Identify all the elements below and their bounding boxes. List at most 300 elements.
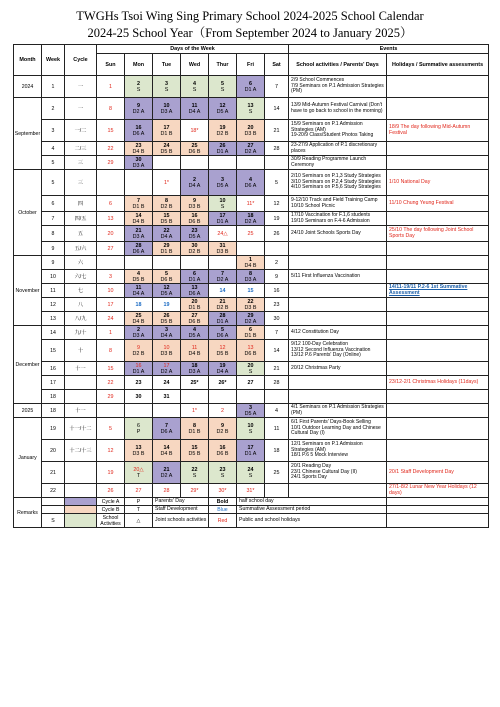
activities-cell: 4/12 Constitution Day	[289, 326, 387, 340]
holidays-cell	[387, 404, 489, 418]
cycle-day-code: D2 B	[132, 350, 145, 357]
wed-cell	[181, 212, 209, 226]
saturday-cell: 4	[265, 404, 289, 418]
sunday-cell: 20	[97, 226, 125, 242]
sunday-cell: 1	[97, 326, 125, 340]
thu-cell	[209, 484, 237, 498]
date-number: 31	[163, 393, 170, 400]
cycle-day-code: S	[248, 108, 253, 115]
sunday-cell: 5	[97, 418, 125, 440]
wed-cell	[181, 376, 209, 390]
days-header: Days of the Week	[97, 45, 289, 54]
date-number: 20	[191, 298, 198, 305]
cycle-day-code: D2 A	[244, 148, 257, 155]
date-number: 12	[219, 102, 226, 109]
week-row	[14, 404, 489, 418]
cycle-day-code: S	[164, 86, 169, 93]
date-number: 11*	[246, 200, 255, 207]
cycle-b-swatch	[65, 506, 97, 514]
cycle-day-code: D3 A	[132, 332, 145, 339]
wed-cell	[181, 98, 209, 120]
sunday-cell: 19	[97, 462, 125, 484]
date-number: 9	[137, 102, 140, 109]
week-row	[14, 256, 489, 270]
thu-cell	[209, 98, 237, 120]
week-number: 8	[42, 226, 65, 242]
thu-cell	[209, 212, 237, 226]
week-row	[14, 76, 489, 98]
mon-cell	[125, 242, 153, 256]
date-number: 18	[191, 362, 198, 369]
cycle-day-code: S	[192, 472, 197, 479]
cycle-day-code: D5 A	[216, 182, 229, 189]
date-number: 25	[135, 312, 142, 319]
tue-cell	[153, 196, 181, 212]
saturday-cell: 14	[265, 98, 289, 120]
week-row	[14, 340, 489, 362]
saturday-cell	[265, 484, 289, 498]
cycle-day-code: P	[136, 428, 141, 435]
saturday-cell: 14	[265, 340, 289, 362]
date-number: 20△	[133, 466, 144, 473]
cycle-day-code: D6 A	[216, 332, 229, 339]
thu-cell	[209, 196, 237, 212]
date-number: 5	[221, 326, 224, 333]
cycle-day-code: D1 B	[188, 428, 201, 435]
wed-cell	[181, 484, 209, 498]
tue-cell	[153, 226, 181, 242]
date-number: 24	[163, 142, 170, 149]
activities-cell	[289, 390, 387, 404]
cycle-day-code: D6 B	[216, 450, 229, 457]
activities-cell: 9/12 100-Day Celebration 13/12 Second Influenza Vaccination 13/12 P.6 Parents' Day (Online)	[289, 340, 387, 362]
cycle-cell: 十一	[65, 404, 97, 418]
thu-cell	[209, 312, 237, 326]
date-number: 6	[137, 422, 140, 429]
sunday-cell: 13	[97, 212, 125, 226]
thu-cell	[209, 156, 237, 170]
cycle-day-code: D3 A	[244, 276, 257, 283]
saturday-cell: 28	[265, 376, 289, 390]
cycle-day-code: D6 B	[188, 148, 201, 155]
mon-cell	[125, 76, 153, 98]
cycle-day-code: D2 B	[216, 428, 229, 435]
thu-cell	[209, 340, 237, 362]
mon-cell	[125, 298, 153, 312]
cycle-day-code: D1 B	[244, 332, 257, 339]
sunday-cell: 1	[97, 76, 125, 98]
date-number: 18*	[190, 127, 199, 134]
month-cell: December	[14, 326, 42, 404]
week-number: 2	[42, 98, 65, 120]
date-number: 24△	[217, 230, 228, 237]
date-number: 26	[219, 142, 226, 149]
cycle-cell	[65, 390, 97, 404]
wed-cell	[181, 270, 209, 284]
tue-cell	[153, 362, 181, 376]
cycle-day-code: D3 B	[216, 248, 229, 255]
thu-cell	[209, 440, 237, 462]
cycle-day-code: D2 A	[244, 318, 257, 325]
week-number: 17	[42, 376, 65, 390]
tue-header: Tue	[153, 54, 181, 76]
month-header: Month	[14, 45, 42, 76]
wed-cell	[181, 142, 209, 156]
date-number: 8	[165, 197, 168, 204]
cycle-day-code: D6 B	[188, 218, 201, 225]
mon-cell	[125, 98, 153, 120]
cycle-day-code: S	[136, 86, 141, 93]
holidays-cell	[387, 256, 489, 270]
fri-cell	[237, 362, 265, 376]
date-number: 9	[221, 422, 224, 429]
sat-header: Sat	[265, 54, 289, 76]
holidays-cell	[387, 142, 489, 156]
thu-header: Thur	[209, 54, 237, 76]
cycle-day-code: D2 B	[216, 130, 229, 137]
fri-cell	[237, 76, 265, 98]
tue-cell	[153, 142, 181, 156]
week-number: 7	[42, 212, 65, 226]
cycle-day-code: D4 B	[244, 262, 257, 269]
cycle-day-code: D4 A	[132, 290, 145, 297]
week-number: 22	[42, 484, 65, 498]
cycle-day-code: D3 A	[132, 162, 145, 169]
date-number: 10	[219, 197, 226, 204]
fri-cell	[237, 120, 265, 142]
date-number: 1*	[191, 407, 198, 414]
date-number: 3	[165, 80, 168, 87]
saturday-cell: 25	[265, 462, 289, 484]
cycle-day-code: D6 B	[244, 350, 257, 357]
cycle-day-code: D3 A	[132, 233, 145, 240]
legend-joint: Joint schools activities	[153, 514, 209, 528]
date-number: 25*	[190, 379, 199, 386]
tue-cell	[153, 326, 181, 340]
fri-cell	[237, 226, 265, 242]
week-number: 4	[42, 142, 65, 156]
holidays-cell	[387, 212, 489, 226]
cycle-day-code: D2 A	[160, 472, 173, 479]
month-cell: 2024	[14, 76, 42, 98]
date-number: 17	[247, 444, 254, 451]
cycle-day-code: D1 B	[160, 130, 173, 137]
tue-cell	[153, 298, 181, 312]
tue-cell	[153, 340, 181, 362]
cycle-day-code: S	[220, 203, 225, 210]
cycle-day-code: D6 A	[160, 428, 173, 435]
fri-cell	[237, 390, 265, 404]
sunday-cell	[97, 170, 125, 196]
fri-cell	[237, 376, 265, 390]
thu-cell	[209, 170, 237, 196]
cycle-day-code: S	[248, 368, 253, 375]
cycle-day-code: D4 A	[188, 108, 201, 115]
week-row	[14, 362, 489, 376]
holidays-cell	[387, 98, 489, 120]
date-number: 7	[165, 422, 168, 429]
cycle-day-code: D3 B	[160, 350, 173, 357]
tue-cell	[153, 98, 181, 120]
saturday-cell	[265, 242, 289, 256]
date-number: 9	[193, 197, 196, 204]
saturday-cell: 28	[265, 142, 289, 156]
holidays-cell	[387, 298, 489, 312]
wed-cell	[181, 390, 209, 404]
date-number: 17	[219, 212, 226, 219]
wed-cell	[181, 362, 209, 376]
date-number: 2	[193, 176, 196, 183]
date-number: 6	[249, 326, 252, 333]
cycle-a-swatch	[65, 498, 97, 506]
cycle-day-code: D2 A	[244, 218, 257, 225]
date-number: 15	[163, 212, 170, 219]
date-number: 6	[193, 270, 196, 277]
sunday-cell: 29	[97, 156, 125, 170]
month-cell: 2025	[14, 404, 42, 418]
cycle-cell: 三	[65, 156, 97, 170]
cycle-day-code: D4 B	[132, 218, 145, 225]
activities-cell: 2/9 School Commences 7/9 Seminars on P.1 Admission Strategies (PM)	[289, 76, 387, 98]
sunday-cell: 27	[97, 242, 125, 256]
calendar-subtitle: 2024-25 School Year（From September 2024 to January 2025）	[87, 26, 413, 40]
cycle-day-code: D6 B	[188, 318, 201, 325]
saturday-cell: 7	[265, 76, 289, 98]
week-row	[14, 312, 489, 326]
wed-cell	[181, 462, 209, 484]
fri-cell	[237, 340, 265, 362]
date-number: 11	[135, 284, 142, 291]
cycle-day-code: D1 B	[160, 248, 173, 255]
date-number: 29	[163, 242, 170, 249]
cycle-day-code: D5 A	[188, 233, 201, 240]
sunday-cell	[97, 256, 125, 270]
activities-cell: 2/10 Seminars on P.1,3 Study Strategies 3/10 Seminars on P.2,4 Study Strategies 4/10 Seminars on P.5,6 Study Strategies	[289, 170, 387, 196]
date-number: 27	[135, 487, 142, 494]
cycle-cell: 七	[65, 284, 97, 298]
sunday-cell: 8	[97, 98, 125, 120]
date-number: 22	[191, 466, 198, 473]
month-cell: October	[14, 170, 42, 256]
cycle-cell: 四/五	[65, 212, 97, 226]
date-number: 30*	[218, 487, 227, 494]
week-row	[14, 326, 489, 340]
tue-cell	[153, 256, 181, 270]
wed-cell	[181, 170, 209, 196]
holidays-cell	[387, 312, 489, 326]
cycle-cell: 十一/十二	[65, 418, 97, 440]
tue-cell	[153, 404, 181, 418]
holidays-cell: 18/9 The day following Mid-Autumn Festival	[387, 120, 489, 142]
mon-cell	[125, 212, 153, 226]
week-header: Week	[42, 45, 65, 76]
tue-cell	[153, 270, 181, 284]
cycle-day-code: D5 A	[244, 410, 257, 417]
sunday-cell: 10	[97, 284, 125, 298]
fri-cell	[237, 312, 265, 326]
date-number: 5	[165, 270, 168, 277]
thu-cell	[209, 120, 237, 142]
date-number: 1*	[163, 179, 170, 186]
legend-blue: Blue	[209, 506, 237, 514]
thu-cell	[209, 462, 237, 484]
date-number: 13	[191, 284, 198, 291]
date-number: 22	[163, 227, 170, 234]
cycle-day-code: D4 A	[216, 368, 229, 375]
date-number: 2	[137, 326, 140, 333]
legend-triangle: △	[125, 514, 153, 528]
activities-cell	[289, 256, 387, 270]
date-number: 11	[191, 344, 198, 351]
fri-cell	[237, 212, 265, 226]
cycle-cell: 八	[65, 298, 97, 312]
fri-cell	[237, 462, 265, 484]
activities-cell: 9-12/10 Track and Field Training Camp 10/10 School Picnic	[289, 196, 387, 212]
mon-cell	[125, 142, 153, 156]
date-number: 14	[163, 444, 170, 451]
sunday-cell: 17	[97, 298, 125, 312]
week-row	[14, 390, 489, 404]
cycle-day-code: S	[248, 428, 253, 435]
date-number: 30	[191, 242, 198, 249]
legend-p: P	[125, 498, 153, 506]
activities-cell: 17/10 Vaccination for F.1,6 students 19/10 Seminars on F.4-6 Admission	[289, 212, 387, 226]
sunday-cell: 26	[97, 484, 125, 498]
date-number: 5	[221, 80, 224, 87]
activities-cell	[289, 242, 387, 256]
date-number: 4	[249, 176, 252, 183]
fri-header: Fri	[237, 54, 265, 76]
activities-cell: 30/9 Reading Programme Launch Ceremony	[289, 156, 387, 170]
date-number: 25	[191, 142, 198, 149]
cycle-day-code: D2 B	[160, 203, 173, 210]
fri-cell	[237, 298, 265, 312]
week-row	[14, 226, 489, 242]
legend-parents-day: Parents' Day	[153, 498, 209, 506]
cycle-day-code: D6 A	[132, 248, 145, 255]
date-number: 27	[247, 142, 254, 149]
saturday-cell: 16	[265, 284, 289, 298]
activities-cell	[289, 376, 387, 390]
date-number: 21	[163, 466, 170, 473]
week-number: 21	[42, 462, 65, 484]
date-number: 19	[163, 301, 170, 308]
week-row	[14, 142, 489, 156]
activities-cell: 6/1 First Parents' Days-Book Selling 10/1 Outdoor Learning Day and Chinese Cultural Day (I)	[289, 418, 387, 440]
week-number: 9	[42, 256, 65, 270]
cycle-cell: 一/二	[65, 120, 97, 142]
week-row	[14, 440, 489, 462]
holidays-cell	[387, 270, 489, 284]
cycle-a-label: Cycle A	[97, 498, 125, 506]
week-number: 14	[42, 326, 65, 340]
fri-cell	[237, 404, 265, 418]
cycle-day-code: D3 A	[160, 108, 173, 115]
cycle-cell: 三	[65, 170, 97, 196]
mon-cell	[125, 390, 153, 404]
cycle-day-code: D1 A	[216, 318, 229, 325]
sunday-cell: 6	[97, 196, 125, 212]
holidays-cell: 14/11-19/11 P.2-6 1st Summative Assessment	[387, 284, 489, 298]
cycle-day-code: D2 B	[216, 304, 229, 311]
week-row	[14, 376, 489, 390]
cycle-day-code: D4 B	[132, 148, 145, 155]
week-number: 1	[42, 76, 65, 98]
fri-cell	[237, 440, 265, 462]
date-number: 23	[191, 227, 198, 234]
week-number: 5	[42, 156, 65, 170]
cycle-header: Cycle	[65, 45, 97, 76]
cycle-cell: 五	[65, 226, 97, 242]
date-number: 12	[219, 344, 226, 351]
fri-cell	[237, 170, 265, 196]
cycle-day-code: D1 A	[216, 218, 229, 225]
cycle-day-code: D2 A	[132, 108, 145, 115]
cycle-cell: 一	[65, 98, 97, 120]
month-cell: September	[14, 98, 42, 170]
cycle-day-code: D5 A	[188, 332, 201, 339]
cycle-b-label: Cycle B	[97, 506, 125, 514]
cycle-day-code: D4 B	[160, 450, 173, 457]
legend-red: Red	[209, 514, 237, 528]
cycle-day-code: D1 A	[244, 86, 257, 93]
date-number: 28	[219, 312, 226, 319]
activities-cell: 23-27/9 Application of P.1 discretionary places	[289, 142, 387, 156]
mon-cell	[125, 362, 153, 376]
sunday-cell: 8	[97, 340, 125, 362]
cycle-day-code: D1 A	[244, 450, 257, 457]
school-activities-swatch	[65, 514, 97, 528]
tue-cell	[153, 156, 181, 170]
mon-cell	[125, 170, 153, 196]
saturday-cell: 18	[265, 440, 289, 462]
saturday-cell: 30	[265, 312, 289, 326]
sunday-cell: 3	[97, 270, 125, 284]
date-number: 13	[135, 444, 142, 451]
date-number: 4	[137, 270, 140, 277]
saturday-cell: 23	[265, 298, 289, 312]
date-number: 16	[191, 212, 198, 219]
mon-cell	[125, 284, 153, 298]
cycle-cell	[65, 376, 97, 390]
cycle-cell: 二/三	[65, 142, 97, 156]
wed-cell	[181, 298, 209, 312]
date-number: 12	[163, 284, 170, 291]
holidays-cell: 27/1-8/2 Lunar New Year Holidays (12 days)	[387, 484, 489, 498]
wed-cell	[181, 242, 209, 256]
mon-cell	[125, 376, 153, 390]
activities-cell: 20/12 Christmas Party	[289, 362, 387, 376]
thu-cell	[209, 226, 237, 242]
tue-cell	[153, 390, 181, 404]
activities-cell: 12/1 Seminars on P.1 Admission Strategies (AM) 18/1 P.6 5 Mock Interview	[289, 440, 387, 462]
date-number: 9	[137, 344, 140, 351]
thu-cell	[209, 376, 237, 390]
cycle-day-code: D5 B	[160, 318, 173, 325]
date-number: 6	[249, 80, 252, 87]
week-number: 18	[42, 390, 65, 404]
cycle-cell: 十二/十三	[65, 440, 97, 462]
mon-cell	[125, 256, 153, 270]
wed-cell	[181, 418, 209, 440]
mon-cell	[125, 340, 153, 362]
week-row	[14, 170, 489, 196]
tue-cell	[153, 170, 181, 196]
week-number: 15	[42, 340, 65, 362]
date-number: 31	[219, 242, 226, 249]
mon-cell	[125, 326, 153, 340]
holidays-cell	[387, 362, 489, 376]
